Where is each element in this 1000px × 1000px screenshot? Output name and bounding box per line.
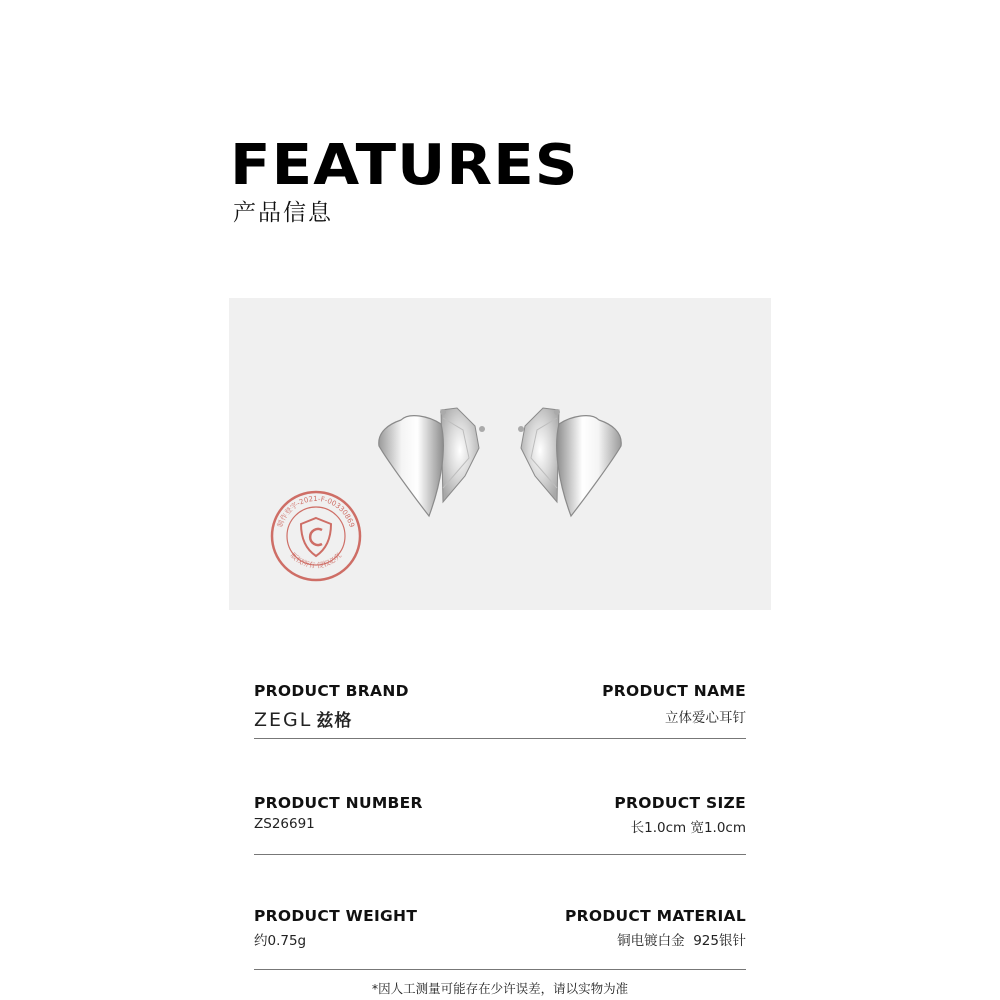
page-subtitle: 产品信息: [233, 200, 333, 226]
brand-label: PRODUCT BRAND: [254, 682, 409, 700]
earrings-illustration: [229, 298, 771, 610]
number-label: PRODUCT NUMBER: [254, 794, 423, 812]
material-label: PRODUCT MATERIAL: [564, 907, 746, 925]
seal-text-bottom: 版权所有 侵权必究: [288, 551, 344, 570]
svg-text:制作登字-2021-F-00330869: [275, 495, 356, 528]
name-label: PRODUCT NAME: [602, 682, 746, 700]
spec-row-weight: [254, 907, 746, 971]
copyright-seal-icon: [272, 492, 360, 580]
page-title: FEATURES: [230, 133, 579, 198]
spec-row-brand: [254, 682, 746, 742]
brand-name-cn: 兹格: [316, 711, 353, 731]
divider: [254, 969, 746, 970]
material-value: 铜电镀白金 925银针: [617, 933, 746, 949]
spec-row-number: [254, 794, 746, 856]
right-earring: [518, 408, 621, 516]
brand-logo: [254, 706, 352, 731]
weight-value: 约0.75g: [254, 933, 307, 949]
left-earring: [379, 408, 485, 516]
size-value: 长1.0cm 宽1.0cm: [630, 820, 746, 836]
svg-text:版权所有 侵权必究: [289, 551, 343, 570]
seal-text-top: 制作登字-2021-F-00330869: [276, 494, 356, 529]
product-photo: [229, 298, 771, 610]
weight-label: PRODUCT WEIGHT: [254, 907, 418, 925]
divider: [254, 738, 746, 739]
divider: [254, 854, 746, 855]
name-value: 立体爱心耳钉: [665, 710, 746, 726]
measurement-note: *因人工测量可能存在少许误差，请以实物为准: [371, 981, 629, 996]
brand-name: ZEGL: [254, 709, 313, 731]
number-value: ZS26691: [254, 816, 315, 832]
size-label: PRODUCT SIZE: [614, 794, 746, 812]
